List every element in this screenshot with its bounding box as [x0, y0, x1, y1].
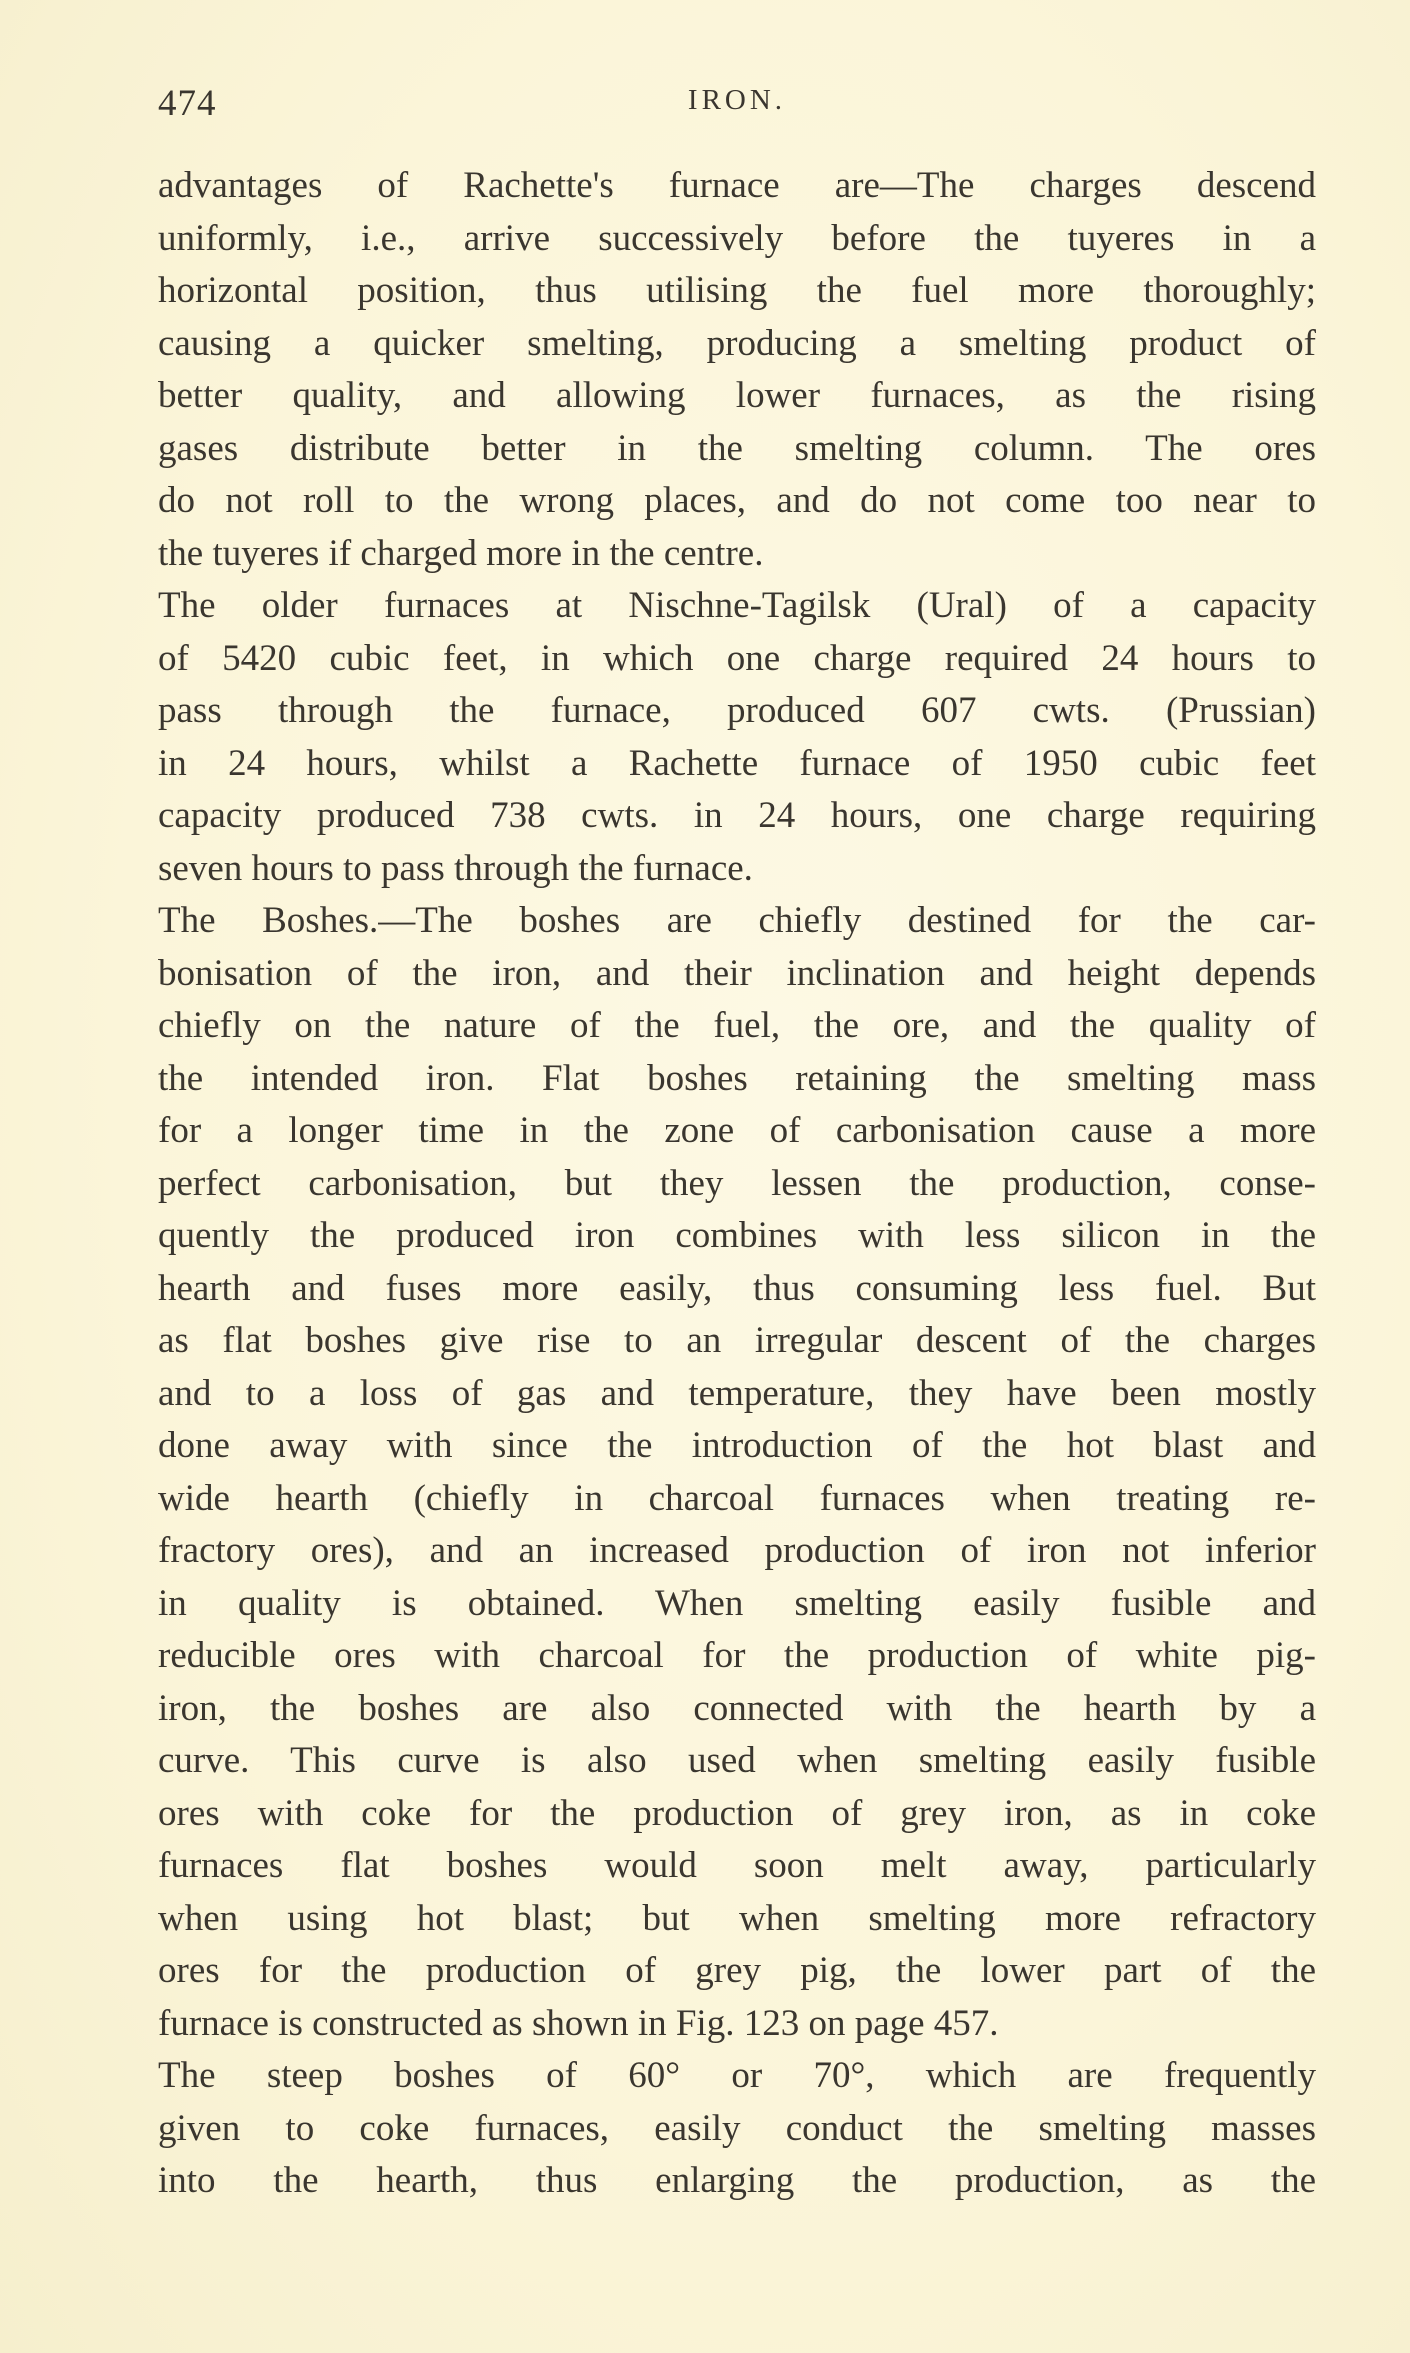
text-line: ores for the production of grey pig, the lower part of the	[158, 1950, 1316, 1991]
text-line: furnace is constructed as shown in Fig. 123 on page 457.	[158, 2002, 999, 2044]
page-number: 474	[158, 83, 217, 124]
text-line: The steep boshes of 60° or 70°, which are frequently	[158, 2055, 1316, 2096]
text-line: the tuyeres if charged more in the centre.	[158, 532, 764, 574]
page-header	[158, 82, 1316, 142]
text-line: in quality is obtained. When smelting easily fusible and	[158, 1582, 1316, 1624]
text-line: curve. This curve is also used when smelting easily fusible	[158, 1740, 1316, 1781]
text-line: when using hot blast; but when smelting more refractory	[158, 1897, 1316, 1939]
text-line: chiefly on the nature of the fuel, the ore, and the quality of	[158, 1005, 1316, 1046]
text-line: fractory ores), and an increased production of iron not inferior	[158, 1530, 1316, 1571]
text-line: The older furnaces at Nischne-Tagilsk (Ural) of a capacity	[158, 585, 1316, 626]
text-line: done away with since the introduction of the hot blast and	[158, 1425, 1316, 1466]
text-line: given to coke furnaces, easily conduct the smelting masses	[158, 2107, 1316, 2149]
text-line: causing a quicker smelting, producing a smelting product of	[158, 322, 1316, 364]
text-line: the intended iron. Flat boshes retaining the smelting mass	[158, 1057, 1316, 1099]
text-line: gases distribute better in the smelting column. The ores	[158, 427, 1316, 469]
text-line: perfect carbonisation, but they lessen the production, conse-	[158, 1162, 1316, 1204]
text-line: iron, the boshes are also connected with the hearth by a	[158, 1687, 1316, 1729]
text-line: better quality, and allowing lower furnaces, as the rising	[158, 375, 1316, 416]
text-line: horizontal position, thus utilising the fuel more thoroughly;	[158, 270, 1316, 311]
text-line: uniformly, i.e., arrive successively before the tuyeres in a	[158, 217, 1316, 259]
text-line: seven hours to pass through the furnace.	[158, 847, 753, 889]
text-line: wide hearth (chiefly in charcoal furnaces when treating re-	[158, 1477, 1316, 1519]
text-line: as flat boshes give rise to an irregular descent of the charges	[158, 1320, 1316, 1361]
text-line: capacity produced 738 cwts. in 24 hours, one charge requiring	[158, 795, 1316, 836]
text-line: do not roll to the wrong places, and do not come too near to	[158, 480, 1316, 521]
text-line: reducible ores with charcoal for the production of white pig-	[158, 1635, 1316, 1676]
text-line: furnaces flat boshes would soon melt away, particularly	[158, 1845, 1316, 1886]
text-line: advantages of Rachette's furnace are—The charges descend	[158, 165, 1316, 206]
text-line: pass through the furnace, produced 607 cwts. (Prussian)	[158, 690, 1316, 731]
text-line: bonisation of the iron, and their inclination and height depends	[158, 952, 1316, 994]
text-line: in 24 hours, whilst a Rachette furnace of 1950 cubic feet	[158, 742, 1316, 784]
text-line: of 5420 cubic feet, in which one charge required 24 hours to	[158, 637, 1316, 679]
text-line: The Boshes.—The boshes are chiefly destined for the car-	[158, 900, 1316, 941]
text-line: and to a loss of gas and temperature, they have been mostly	[158, 1372, 1316, 1414]
text-line: ores with coke for the production of grey iron, as in coke	[158, 1792, 1316, 1834]
text-line: into the hearth, thus enlarging the production, as the	[158, 2160, 1316, 2201]
running-title: IRON.	[687, 84, 787, 116]
text-line: for a longer time in the zone of carbonisation cause a more	[158, 1110, 1316, 1151]
body-text	[158, 160, 1316, 2208]
text-line: quently the produced iron combines with less silicon in the	[158, 1215, 1316, 1256]
text-line: hearth and fuses more easily, thus consuming less fuel. But	[158, 1267, 1316, 1309]
